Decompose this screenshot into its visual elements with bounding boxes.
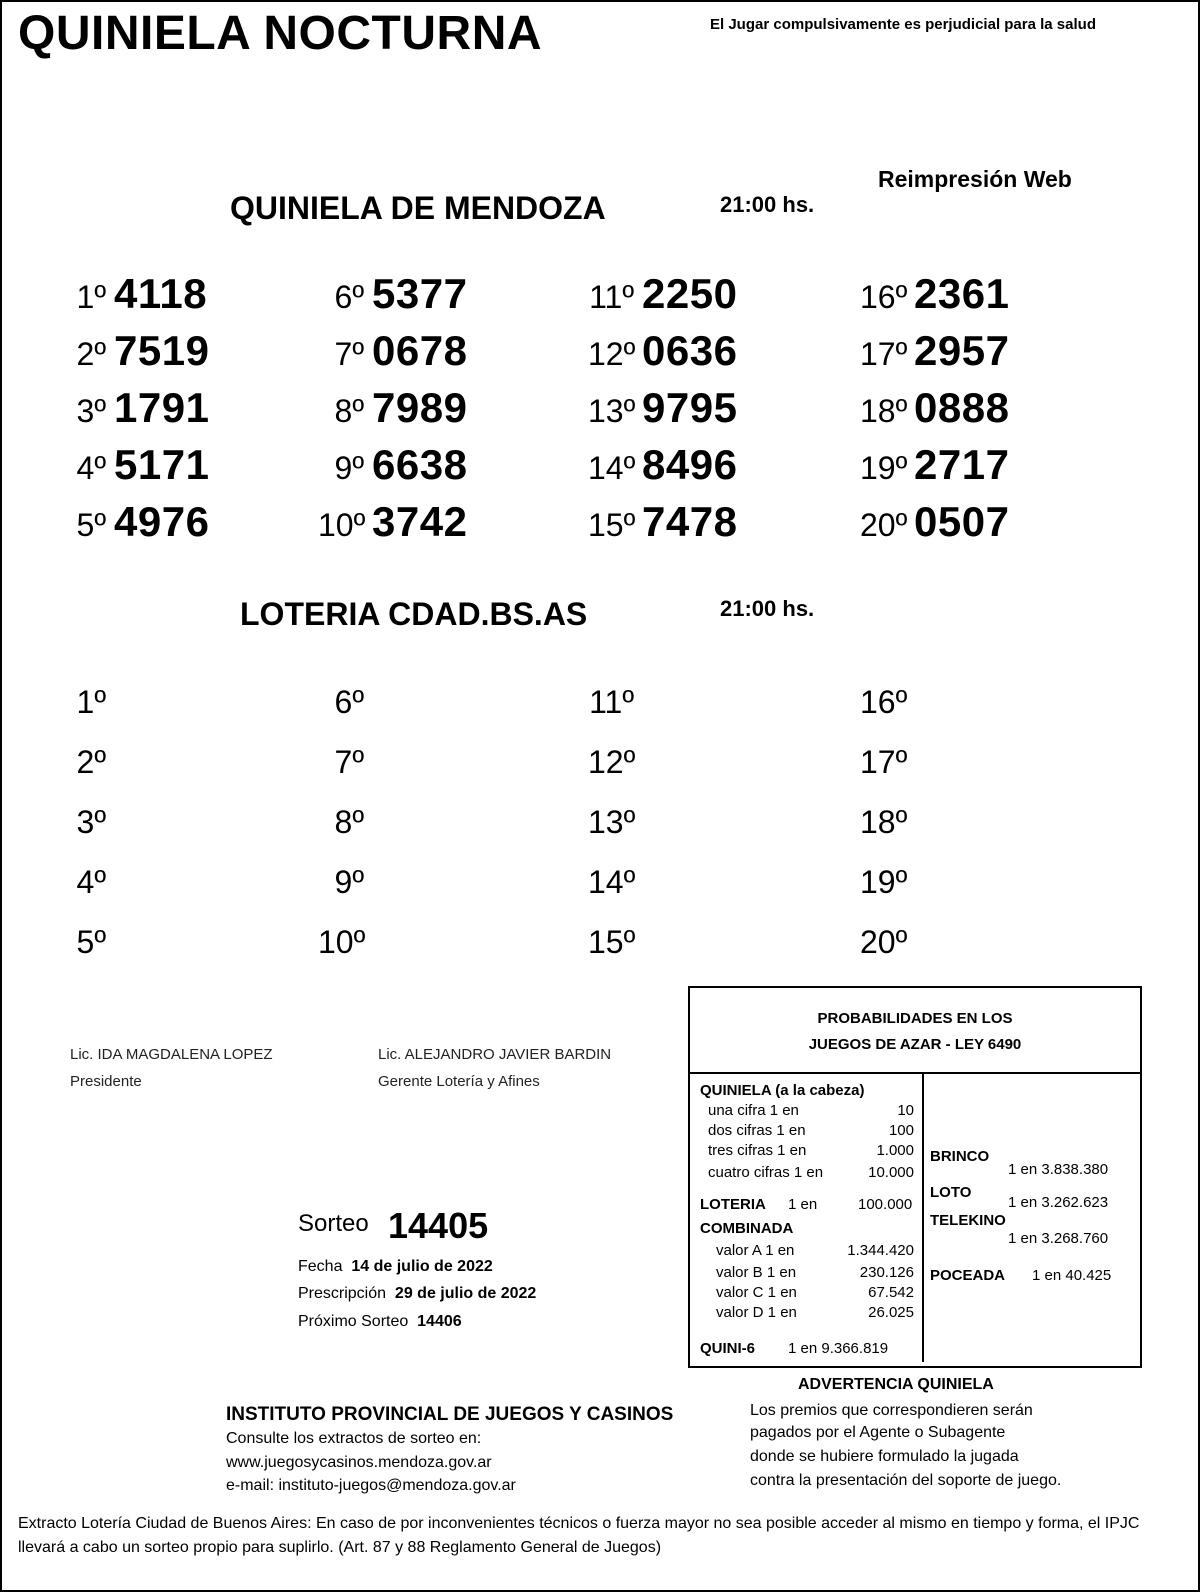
instituto-line-1: Consulte los extractos de sorteo en: — [226, 1430, 482, 1447]
result-position: 5º — [76, 507, 106, 543]
probabilities-left — [696, 1072, 924, 1362]
result-position: 13º — [588, 393, 636, 429]
result-position: 14º — [588, 864, 636, 900]
result-number: 9795 — [642, 384, 738, 431]
mendoza-result — [60, 441, 209, 489]
loteria-result — [60, 744, 106, 781]
signature-right-role: Gerente Lotería y Afines — [378, 1073, 540, 1090]
footer-note: Extracto Lotería Ciudad de Buenos Aires: En caso de por inconvenientes técnicos o fuerza mayor no sea posible acceder al mismo en tiempo y forma, el IPJC llevará a cabo un sorteo propio para suplirlo. (Art. 87 y 88 Reglamento General de Juegos) — [18, 1515, 1140, 1556]
signature-right-name: Lic. ALEJANDRO JAVIER BARDIN — [378, 1046, 612, 1063]
loteria-result — [60, 924, 106, 961]
prescripcion-label: Prescripción — [298, 1285, 387, 1302]
result-number: 6638 — [372, 441, 468, 488]
quiniela-prob-label: cuatro cifras 1 en — [708, 1164, 824, 1181]
fecha-row — [298, 1258, 493, 1276]
result-number: 4118 — [114, 270, 208, 317]
quiniela-label: QUINIELA (a la cabeza) — [700, 1082, 865, 1099]
combinada-prob-value: 1.344.420 — [847, 1242, 914, 1259]
mendoza-result — [860, 441, 1009, 489]
result-position: 18º — [860, 804, 908, 840]
quiniela-prob-value: 100 — [888, 1122, 914, 1139]
loteria-result — [318, 804, 364, 841]
result-position: 19º — [860, 864, 908, 900]
result-position: 12º — [588, 744, 636, 780]
loteria-time: 21:00 hs. — [720, 596, 815, 621]
mendoza-result — [60, 498, 209, 546]
loteria-result — [860, 924, 906, 961]
result-position: 1º — [76, 279, 106, 315]
probabilities-title-1: PROBABILIDADES EN LOS — [817, 1010, 1013, 1027]
advertencia-line-3: donde se hubiere formulado la jugada — [750, 1448, 1019, 1465]
proximo-row — [298, 1313, 462, 1331]
result-position: 17º — [860, 744, 908, 780]
mendoza-result — [60, 384, 209, 432]
loteria-result — [588, 684, 634, 721]
quiniela-prob-value: 10.000 — [868, 1164, 914, 1181]
loteria-prob-en: 1 en — [788, 1196, 818, 1213]
probabilities-title-2: JUEGOS DE AZAR - LEY 6490 — [808, 1036, 1022, 1053]
loteria-result — [318, 684, 364, 721]
mendoza-result — [588, 270, 737, 318]
mendoza-time: 21:00 hs. — [720, 192, 815, 217]
loteria-prob-label: LOTERIA — [700, 1196, 766, 1213]
mendoza-title: QUINIELA DE MENDOZA — [230, 190, 606, 226]
loteria-result — [588, 804, 634, 841]
loto-label: LOTO — [930, 1184, 972, 1201]
combinada-prob-value: 67.542 — [868, 1284, 914, 1301]
result-position: 7º — [334, 744, 364, 780]
health-warning: El Jugar compulsivamente es perjudicial para la salud — [710, 16, 1096, 33]
result-position: 8º — [334, 393, 364, 429]
result-position: 11º — [589, 279, 634, 315]
probabilities-right — [924, 1072, 1140, 1362]
result-number: 7478 — [642, 498, 738, 545]
loteria-result — [60, 684, 106, 721]
quini6-value: 1 en 9.366.819 — [788, 1340, 889, 1357]
sorteo-label: Sorteo — [298, 1210, 369, 1237]
result-number: 0636 — [642, 327, 738, 374]
combinada-label: COMBINADA — [700, 1220, 794, 1237]
result-position: 4º — [76, 864, 106, 900]
result-position: 14º — [588, 450, 636, 486]
result-position: 15º — [588, 924, 636, 960]
mendoza-result — [588, 441, 737, 489]
result-position: 16º — [860, 684, 908, 720]
advertencia-line-4: contra la presentación del soporte de juego. — [750, 1472, 1062, 1489]
result-number: 5171 — [114, 441, 210, 488]
quiniela-prob-label: una cifra 1 en — [708, 1102, 799, 1119]
loteria-result — [318, 864, 364, 901]
result-number: 3742 — [372, 498, 468, 545]
advertencia-line-1: Los premios que correspondieren serán — [750, 1402, 1033, 1419]
result-position: 17º — [860, 336, 908, 372]
reprint-label: Reimpresión Web — [878, 166, 1072, 192]
result-position: 20º — [860, 924, 908, 960]
loteria-result — [860, 804, 906, 841]
loteria-result — [860, 864, 906, 901]
combinada-prob-label: valor D 1 en — [716, 1304, 797, 1321]
result-number: 0888 — [914, 384, 1010, 431]
brinco-label: BRINCO — [930, 1148, 990, 1165]
result-position: 18º — [860, 393, 908, 429]
result-position: 8º — [334, 804, 364, 840]
result-number: 2361 — [914, 270, 1010, 317]
advertencia-line-2: pagados por el Agente o Subagente — [750, 1424, 1006, 1441]
quini6-label: QUINI-6 — [700, 1340, 756, 1357]
mendoza-result — [860, 384, 1009, 432]
sorteo-number: 14405 — [388, 1205, 489, 1246]
mendoza-result — [860, 498, 1009, 546]
result-position: 16º — [860, 279, 908, 315]
result-position: 3º — [76, 804, 106, 840]
result-position: 2º — [76, 744, 106, 780]
mendoza-result — [60, 270, 207, 318]
prescripcion-row — [298, 1285, 536, 1303]
mendoza-result — [860, 327, 1009, 375]
proximo-label: Próximo Sorteo — [298, 1313, 409, 1330]
advertencia-title: ADVERTENCIA QUINIELA — [798, 1376, 994, 1393]
mendoza-result — [588, 327, 737, 375]
result-position: 1º — [76, 684, 106, 720]
loto-value: 1 en 3.262.623 — [1008, 1194, 1109, 1211]
loteria-result — [588, 924, 634, 961]
proximo-value: 14406 — [417, 1313, 462, 1330]
loteria-result — [60, 864, 106, 901]
result-position: 20º — [860, 507, 908, 543]
result-number: 7989 — [372, 384, 468, 431]
mendoza-result — [318, 384, 467, 432]
result-position: 15º — [588, 507, 636, 543]
loteria-result — [318, 744, 364, 781]
result-position: 5º — [76, 924, 106, 960]
poceada-label: POCEADA — [930, 1267, 1006, 1284]
page-title: QUINIELA NOCTURNA — [18, 7, 543, 60]
result-position: 6º — [334, 279, 364, 315]
result-number: 7519 — [114, 327, 210, 374]
quiniela-prob-value: 10 — [897, 1102, 914, 1119]
loteria-prob-value: 100.000 — [858, 1196, 913, 1213]
combinada-prob-label: valor A 1 en — [716, 1242, 795, 1259]
result-number: 2957 — [914, 327, 1010, 374]
combinada-prob-value: 26.025 — [868, 1304, 914, 1321]
mendoza-result — [318, 441, 467, 489]
fecha-label: Fecha — [298, 1258, 343, 1275]
fecha-value: 14 de julio de 2022 — [351, 1258, 493, 1275]
result-position: 12º — [588, 336, 636, 372]
result-position: 7º — [334, 336, 364, 372]
result-position: 9º — [334, 864, 364, 900]
telekino-label: TELEKINO — [930, 1212, 1006, 1229]
result-number: 1791 — [114, 384, 210, 431]
combinada-prob-label: valor B 1 en — [716, 1264, 797, 1281]
result-position: 19º — [860, 450, 908, 486]
quiniela-prob-label: dos cifras 1 en — [708, 1122, 806, 1139]
loteria-result — [588, 864, 634, 901]
loteria-title: LOTERIA CDAD.BS.AS — [240, 596, 588, 632]
poceada-value: 1 en 40.425 — [1032, 1267, 1112, 1284]
probabilities-box — [688, 986, 1142, 1368]
result-position: 13º — [588, 804, 636, 840]
result-position: 6º — [334, 684, 364, 720]
mendoza-result — [318, 270, 467, 318]
instituto-website-link[interactable]: www.juegosycasinos.mendoza.gov.ar — [226, 1454, 492, 1471]
result-position: 4º — [76, 450, 106, 486]
mendoza-result — [60, 327, 209, 375]
mendoza-result — [588, 498, 737, 546]
result-position: 11º — [589, 684, 634, 720]
result-number: 4976 — [114, 498, 210, 545]
loteria-result — [318, 924, 364, 961]
result-number: 5377 — [372, 270, 468, 317]
loteria-result — [60, 804, 106, 841]
result-number: 0678 — [372, 327, 468, 374]
result-position: 3º — [76, 393, 106, 429]
mendoza-result — [318, 498, 467, 546]
result-position: 9º — [334, 450, 364, 486]
mendoza-result — [318, 327, 467, 375]
signature-left-name: Lic. IDA MAGDALENA LOPEZ — [70, 1046, 273, 1063]
prescripcion-value: 29 de julio de 2022 — [394, 1285, 537, 1302]
result-position: 10º — [318, 507, 366, 543]
result-number: 2717 — [914, 441, 1010, 488]
result-number: 2250 — [642, 270, 738, 317]
signature-left-role: Presidente — [70, 1073, 142, 1090]
quiniela-prob-label: tres cifras 1 en — [708, 1142, 807, 1159]
mendoza-result — [860, 270, 1009, 318]
combinada-prob-value: 230.126 — [859, 1264, 914, 1281]
instituto-email-link[interactable]: e-mail: instituto-juegos@mendoza.gov.ar — [226, 1477, 516, 1494]
telekino-value: 1 en 3.268.760 — [1008, 1230, 1109, 1247]
loteria-result — [860, 684, 906, 721]
loteria-result — [860, 744, 906, 781]
result-number: 8496 — [642, 441, 738, 488]
loteria-result — [588, 744, 634, 781]
result-position: 2º — [76, 336, 106, 372]
mendoza-result — [588, 384, 737, 432]
result-number: 0507 — [914, 498, 1010, 545]
combinada-prob-label: valor C 1 en — [716, 1284, 797, 1301]
probabilities-header — [690, 988, 1140, 1074]
result-position: 10º — [318, 924, 366, 960]
brinco-value: 1 en 3.838.380 — [1008, 1161, 1109, 1178]
quiniela-prob-value: 1.000 — [876, 1142, 914, 1159]
instituto-title: INSTITUTO PROVINCIAL DE JUEGOS Y CASINOS — [226, 1404, 674, 1425]
